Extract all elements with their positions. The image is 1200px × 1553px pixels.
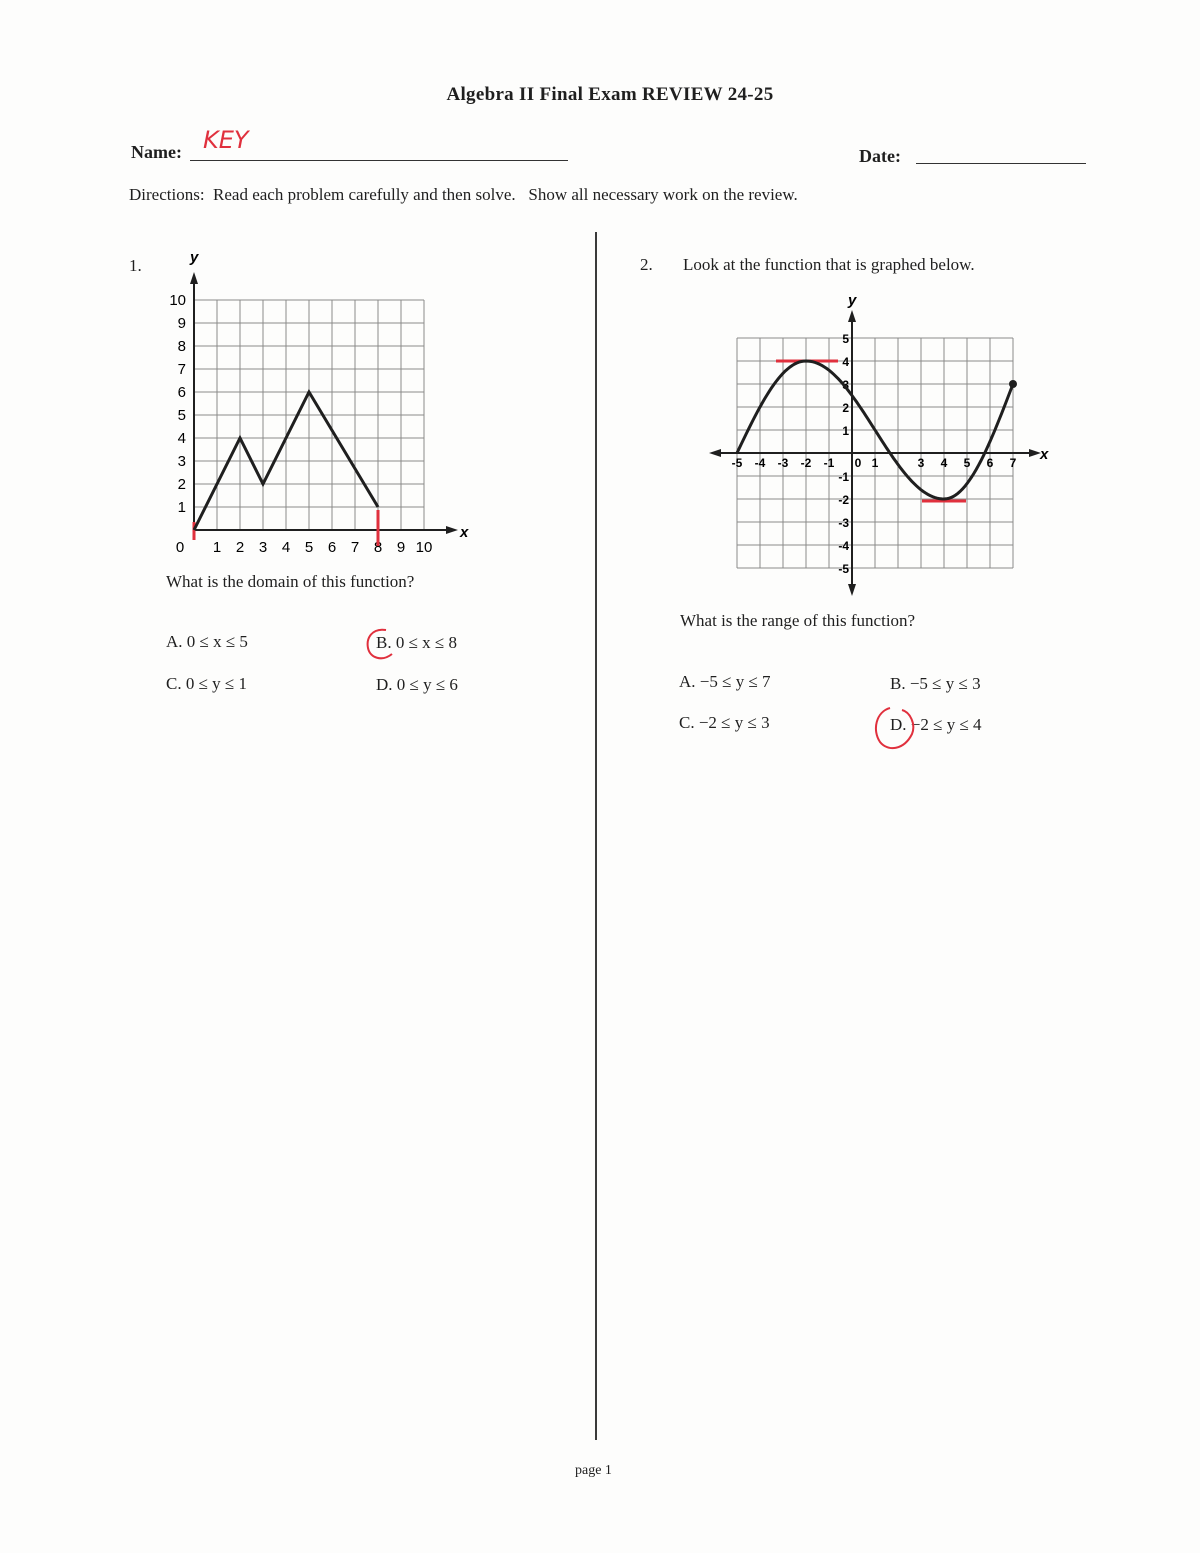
- q2-prompt: What is the range of this function?: [680, 611, 916, 630]
- q1-graph: [150, 245, 490, 565]
- q2-x-tick: 5: [963, 456, 971, 470]
- name-label: Name:: [131, 142, 182, 162]
- q2-x-tick: 0: [854, 456, 862, 470]
- q2-x-tick: 3: [917, 456, 925, 470]
- q2-y-tick: -5: [838, 562, 849, 576]
- q1-x-tick: 4: [281, 539, 291, 556]
- q2-y-tick: 2: [842, 401, 849, 415]
- q1-y-tick: 7: [177, 361, 186, 378]
- q2-x-tick: 6: [986, 456, 994, 470]
- q1-x-tick: 2: [235, 539, 245, 556]
- q1-x-axis-label: x: [460, 524, 469, 541]
- q1-y-tick: 4: [177, 430, 186, 447]
- q2-graph: [700, 285, 1070, 605]
- q1-y-tick: 2: [177, 476, 186, 493]
- date-line[interactable]: [916, 163, 1086, 164]
- q2-x-tick: -1: [823, 456, 835, 470]
- q1-choice-b[interactable]: B. 0 ≤ x ≤ 8: [376, 633, 457, 652]
- q2-x-tick: 1: [871, 456, 879, 470]
- q2-x-tick: 7: [1009, 456, 1017, 470]
- q2-y-tick: -2: [838, 493, 849, 507]
- q2-x-tick: -2: [800, 456, 812, 470]
- q1-x-tick: 10: [415, 539, 433, 556]
- q1-answer-circle: [362, 626, 402, 666]
- exam-title: Algebra II Final Exam REVIEW 24-25: [446, 84, 774, 105]
- q2-y-tick: 4: [842, 355, 849, 369]
- q1-y-arrow: [190, 272, 198, 284]
- q1-y-tick: 3: [177, 453, 186, 470]
- q2-number: 2.: [640, 255, 653, 274]
- q1-y-tick: 1: [177, 499, 186, 516]
- column-divider: [595, 232, 597, 1440]
- q1-x-arrow: [446, 526, 458, 534]
- page-number: page 1: [575, 1463, 612, 1478]
- q2-y-arrow-down: [848, 584, 856, 596]
- q2-y-tick: 1: [842, 424, 849, 438]
- q1-x-tick: 6: [327, 539, 337, 556]
- q2-endpoint: [1009, 380, 1017, 388]
- q1-x-tick: 1: [212, 539, 222, 556]
- q2-x-tick: -5: [731, 456, 743, 470]
- q2-prompt-top: Look at the function that is graphed below.: [683, 255, 975, 274]
- q2-x-tick: -3: [777, 456, 789, 470]
- q1-y-tick: 6: [177, 384, 186, 401]
- q2-x-tick: 4: [940, 456, 948, 470]
- q2-y-tick: 5: [842, 332, 849, 346]
- q2-x-tick: -4: [754, 456, 766, 470]
- q1-choice-c[interactable]: C. 0 ≤ y ≤ 1: [166, 674, 247, 693]
- q1-number: 1.: [129, 256, 142, 275]
- q1-x-tick: 7: [350, 539, 360, 556]
- name-value: KEY: [203, 126, 249, 154]
- q1-x-tick: 3: [258, 539, 268, 556]
- q2-y-tick: -4: [838, 539, 849, 553]
- q2-choice-a[interactable]: A. −5 ≤ y ≤ 7: [679, 672, 771, 691]
- q1-choice-d[interactable]: D. 0 ≤ y ≤ 6: [376, 675, 458, 694]
- q2-y-axis-label: y: [848, 292, 857, 309]
- q2-y-arrow-up: [848, 310, 856, 322]
- q1-x-tick: 9: [396, 539, 406, 556]
- q2-choice-b[interactable]: B. −5 ≤ y ≤ 3: [890, 674, 981, 693]
- q2-y-tick: 3: [842, 378, 849, 392]
- q2-y-tick: -1: [838, 470, 849, 484]
- q2-y-tick: -3: [838, 516, 849, 530]
- q1-y-tick: 5: [177, 407, 186, 424]
- date-label: Date:: [859, 146, 901, 166]
- q1-y-tick: 8: [177, 338, 186, 355]
- q1-y-axis-label: y: [190, 249, 199, 266]
- q1-prompt: What is the domain of this function?: [166, 572, 415, 591]
- q1-y-tick: 9: [177, 315, 186, 332]
- q1-x-tick: 8: [373, 539, 383, 556]
- name-line[interactable]: [190, 160, 568, 161]
- q1-y-tick: 10: [169, 292, 186, 309]
- q2-x-arrow-left: [709, 449, 721, 457]
- q2-x-axis-label: x: [1040, 446, 1049, 463]
- q2-choice-d[interactable]: D. −2 ≤ y ≤ 4: [890, 715, 982, 734]
- q2-answer-circle: [872, 704, 918, 756]
- q1-x-tick: 0: [175, 539, 185, 556]
- q2-choice-c[interactable]: C. −2 ≤ y ≤ 3: [679, 713, 770, 732]
- q1-x-tick: 5: [304, 539, 314, 556]
- directions: Directions: Read each problem carefully and then solve. Show all necessary work on the review.: [129, 185, 798, 204]
- q1-choice-a[interactable]: A. 0 ≤ x ≤ 5: [166, 632, 248, 651]
